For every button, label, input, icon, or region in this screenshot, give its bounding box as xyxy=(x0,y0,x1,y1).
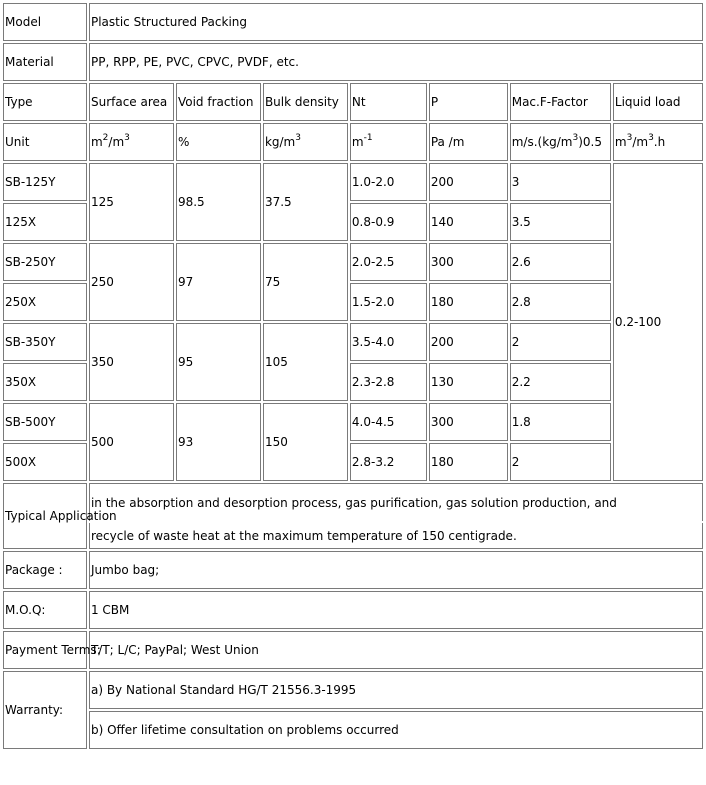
p-cell: 140 xyxy=(429,203,508,241)
model-label: Model xyxy=(3,3,87,41)
void-fraction-cell: 93 xyxy=(176,403,261,481)
application-row xyxy=(3,483,703,521)
header-bulk-density: Bulk density xyxy=(263,83,348,121)
table-row xyxy=(3,403,703,441)
unit-void-fraction: % xyxy=(176,123,261,161)
unit-row xyxy=(3,123,703,161)
package-value: Jumbo bag; xyxy=(89,551,703,589)
material-value: PP, RPP, PE, PVC, CPVC, PVDF, etc. xyxy=(89,43,703,81)
unit-mac-f-factor: $m/s.(kg/m^3)0.5$ xyxy=(510,123,611,161)
nt-cell: 1.0-2.0 xyxy=(350,163,427,201)
unit-surface-area: $m^2/m^3$ xyxy=(89,123,174,161)
type-cell: SB-350Y xyxy=(3,323,87,361)
bulk-density-cell: 37.5 xyxy=(263,163,348,241)
type-cell: 350X xyxy=(3,363,87,401)
p-cell: 130 xyxy=(429,363,508,401)
warranty-row xyxy=(3,671,703,709)
p-cell: 300 xyxy=(429,403,508,441)
f-factor-cell: 2.2 xyxy=(510,363,611,401)
bulk-density-cell: 75 xyxy=(263,243,348,321)
nt-cell: 2.0-2.5 xyxy=(350,243,427,281)
type-cell: 250X xyxy=(3,283,87,321)
f-factor-cell: 2.6 xyxy=(510,243,611,281)
p-cell: 300 xyxy=(429,243,508,281)
warranty-b: b) Offer lifetime consultation on problems occurred xyxy=(89,711,703,749)
void-fraction-cell: 98.5 xyxy=(176,163,261,241)
void-fraction-cell: 95 xyxy=(176,323,261,401)
application-row-2 xyxy=(3,523,703,549)
warranty-a: a) By National Standard HG/T 21556.3-1995 xyxy=(89,671,703,709)
f-factor-cell: 2 xyxy=(510,323,611,361)
f-factor-cell: 1.8 xyxy=(510,403,611,441)
spec-table xyxy=(1,1,705,751)
moq-label: M.O.Q: xyxy=(3,591,87,629)
bulk-density-cell: 105 xyxy=(263,323,348,401)
unit-nt: $m^{-1}$ xyxy=(350,123,427,161)
application-line-2: recycle of waste heat at the maximum temperature of 150 centigrade. xyxy=(89,523,703,549)
type-cell: SB-125Y xyxy=(3,163,87,201)
bulk-density-cell: 150 xyxy=(263,403,348,481)
nt-cell: 1.5-2.0 xyxy=(350,283,427,321)
surface-area-cell: 125 xyxy=(89,163,174,241)
type-cell: 500X xyxy=(3,443,87,481)
unit-p: Pa /m xyxy=(429,123,508,161)
nt-cell: 2.3-2.8 xyxy=(350,363,427,401)
warranty-row-2 xyxy=(3,711,703,749)
moq-row xyxy=(3,591,703,629)
application-line-1: in the absorption and desorption process, gas purification, gas solution production, and xyxy=(89,483,703,521)
void-fraction-cell: 97 xyxy=(176,243,261,321)
header-nt: Nt xyxy=(350,83,427,121)
f-factor-cell: 2.8 xyxy=(510,283,611,321)
unit-bulk-density: $kg/m^3$ xyxy=(263,123,348,161)
header-row xyxy=(3,83,703,121)
nt-cell: 2.8-3.2 xyxy=(350,443,427,481)
payment-label: Payment Terms: xyxy=(3,631,87,669)
f-factor-cell: 3.5 xyxy=(510,203,611,241)
nt-cell: 0.8-0.9 xyxy=(350,203,427,241)
header-liquid-load: Liquid load xyxy=(613,83,703,121)
model-row xyxy=(3,3,703,41)
surface-area-cell: 250 xyxy=(89,243,174,321)
payment-value: T/T; L/C; PayPal; West Union xyxy=(89,631,703,669)
table-row xyxy=(3,243,703,281)
p-cell: 180 xyxy=(429,443,508,481)
unit-label: Unit xyxy=(3,123,87,161)
payment-row xyxy=(3,631,703,669)
header-type: Type xyxy=(3,83,87,121)
surface-area-cell: 350 xyxy=(89,323,174,401)
type-cell: SB-250Y xyxy=(3,243,87,281)
type-cell: 125X xyxy=(3,203,87,241)
moq-value: 1 CBM xyxy=(89,591,703,629)
liquid-load-cell: 0.2-100 xyxy=(613,163,703,481)
package-row xyxy=(3,551,703,589)
material-row xyxy=(3,43,703,81)
header-surface-area: Surface area xyxy=(89,83,174,121)
package-label: Package : xyxy=(3,551,87,589)
model-value: Plastic Structured Packing xyxy=(89,3,703,41)
p-cell: 200 xyxy=(429,323,508,361)
unit-liquid-load: $m^3/m^3.h$ xyxy=(613,123,703,161)
type-cell: SB-500Y xyxy=(3,403,87,441)
f-factor-cell: 2 xyxy=(510,443,611,481)
table-row xyxy=(3,323,703,361)
table-row xyxy=(3,163,703,201)
p-cell: 200 xyxy=(429,163,508,201)
f-factor-cell: 3 xyxy=(510,163,611,201)
nt-cell: 4.0-4.5 xyxy=(350,403,427,441)
warranty-label: Warranty: xyxy=(3,671,87,749)
header-void-fraction: Void fraction xyxy=(176,83,261,121)
header-p: P xyxy=(429,83,508,121)
header-mac-f-factor: Mac.F-Factor xyxy=(510,83,611,121)
p-cell: 180 xyxy=(429,283,508,321)
material-label: Material xyxy=(3,43,87,81)
surface-area-cell: 500 xyxy=(89,403,174,481)
application-label: Typical Application xyxy=(3,483,87,549)
nt-cell: 3.5-4.0 xyxy=(350,323,427,361)
